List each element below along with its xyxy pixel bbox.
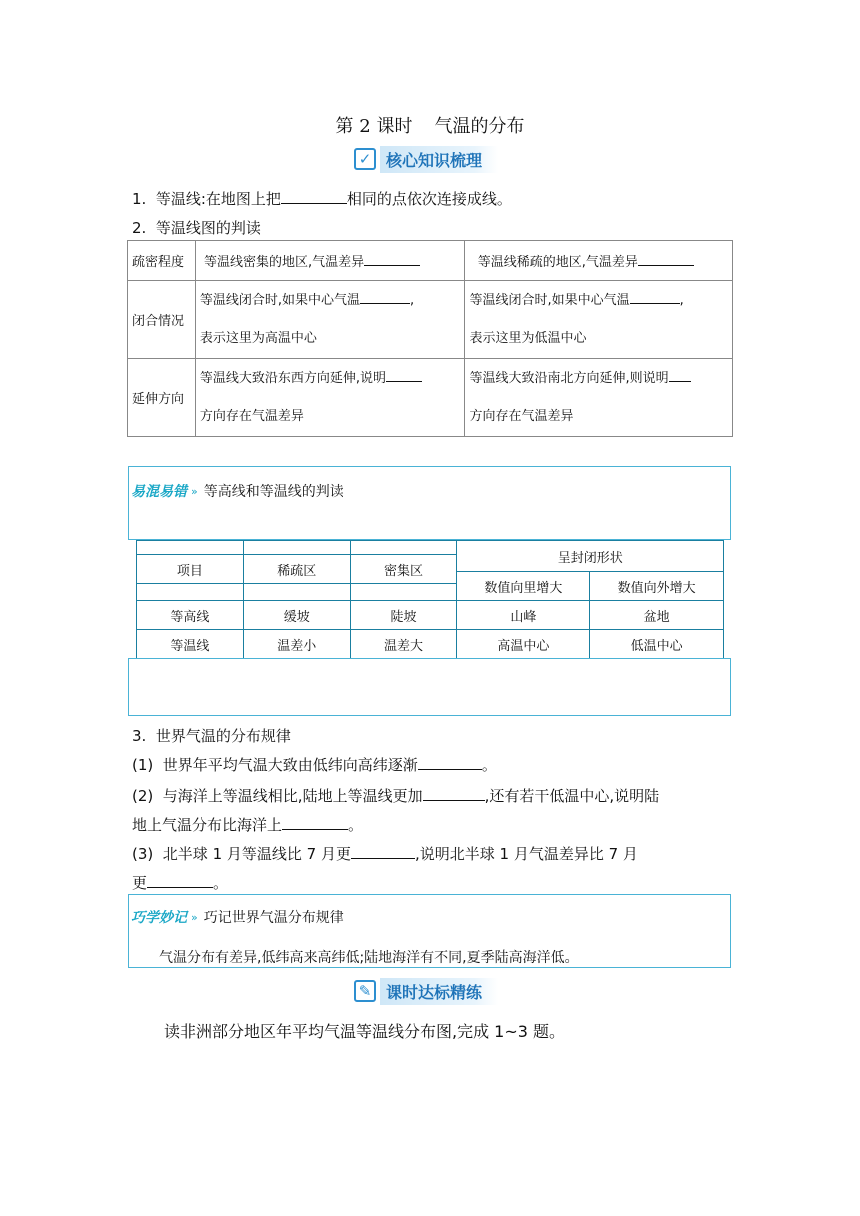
table-cell	[137, 541, 244, 555]
blank[interactable]	[360, 289, 410, 304]
contour-comparison-table	[136, 540, 724, 659]
q1-number: 1.	[132, 190, 147, 208]
isotherm-table	[127, 240, 733, 437]
row-label: 闭合情况	[128, 281, 196, 359]
blank[interactable]	[147, 873, 213, 888]
checkbox-icon: ✓	[354, 148, 376, 170]
question-3-1: (1) 世界年平均气温大致由低纬向高纬逐渐 。	[132, 756, 497, 774]
lesson-number: 第 2 课时	[335, 116, 413, 137]
table-row	[137, 630, 724, 659]
table-cell	[243, 584, 350, 601]
blank[interactable]	[351, 844, 415, 859]
table-cell: 陡坡	[350, 601, 457, 630]
section-banner-practice	[354, 978, 498, 1004]
table-row	[128, 281, 733, 359]
q2-number: 2.	[132, 219, 147, 237]
header-closed-shape: 呈封闭形状	[457, 541, 724, 572]
question-2	[132, 217, 261, 239]
row-label: 疏密程度	[128, 241, 196, 281]
table-cell: 温差大	[350, 630, 457, 659]
question-3	[132, 725, 291, 747]
banner-label: 核心知识梳理	[380, 146, 498, 173]
blank[interactable]	[638, 251, 694, 266]
blank[interactable]	[630, 289, 680, 304]
q3-text: 世界气温的分布规律	[155, 727, 291, 745]
table-cell: 高温中心	[457, 630, 590, 659]
header-item: 项目	[137, 555, 244, 584]
question-3-3-cont: 更 。	[132, 874, 229, 892]
question-1	[132, 188, 512, 210]
q1-text-after: 相同的点依次连接成线。	[346, 190, 512, 208]
chevron-icon: »	[191, 910, 198, 924]
page-title	[0, 112, 860, 138]
table-cell	[350, 541, 457, 555]
lesson-topic: 气温的分布	[434, 116, 525, 137]
table-row	[137, 601, 724, 630]
table-cell: 等温线闭合时,如果中心气温 , 表示这里为低温中心	[465, 281, 733, 359]
header-increase-outward: 数值向外增大	[590, 572, 724, 601]
tip-box-memory	[128, 894, 731, 968]
row-name: 等温线	[137, 630, 244, 659]
row-label: 延伸方向	[128, 359, 196, 437]
exercise-prompt: 读非洲部分地区年平均气温等温线分布图,完成 1~3 题。	[164, 1022, 566, 1041]
q1-blank[interactable]	[281, 189, 347, 204]
tip-title: 巧记世界气温分布规律	[203, 910, 344, 926]
table-cell	[137, 584, 244, 601]
table-cell: 温差小	[243, 630, 350, 659]
row-name: 等高线	[137, 601, 244, 630]
q3-number: 3.	[132, 727, 147, 745]
tip-tag: 易混易错	[131, 484, 187, 500]
banner-label: 课时达标精练	[380, 978, 498, 1005]
question-3-2-cont: 地上气温分布比海洋上 。	[132, 816, 364, 834]
table-row	[128, 241, 733, 281]
table-cell: 等温线密集的地区,气温差异	[195, 241, 465, 281]
question-3-3: (3) 北半球 1 月等温线比 7 月更 ,说明北半球 1 月气温差异比 7 月	[132, 845, 638, 863]
question-3-2: (2) 与海洋上等温线相比,陆地上等温线更加 ,还有若干低温中心,说明陆	[132, 787, 660, 805]
header-increase-inward: 数值向里增大	[457, 572, 590, 601]
table-cell: 缓坡	[243, 601, 350, 630]
blank[interactable]	[418, 755, 482, 770]
table-cell	[243, 541, 350, 555]
pencil-icon: ✎	[354, 980, 376, 1002]
table-cell: 山峰	[457, 601, 590, 630]
table-cell: 低温中心	[590, 630, 724, 659]
blank[interactable]	[423, 786, 485, 801]
blank[interactable]	[364, 251, 420, 266]
table-cell: 等温线闭合时,如果中心气温 , 表示这里为高温中心	[195, 281, 465, 359]
header-sparse: 稀疏区	[243, 555, 350, 584]
table-cell: 等温线大致沿东西方向延伸,说明 方向存在气温差异	[195, 359, 465, 437]
table-row	[128, 359, 733, 437]
section-banner-core	[354, 146, 498, 172]
table-cell: 等温线稀疏的地区,气温差异	[465, 241, 733, 281]
blank[interactable]	[669, 367, 691, 382]
table-cell	[350, 584, 457, 601]
header-dense: 密集区	[350, 555, 457, 584]
table-cell: 等温线大致沿南北方向延伸,则说明 方向存在气温差异	[465, 359, 733, 437]
tip-box-mistakes-bottom	[128, 658, 731, 716]
q1-text-before: 等温线:在地图上把	[155, 190, 281, 208]
blank[interactable]	[386, 367, 422, 382]
chevron-icon: »	[191, 484, 198, 498]
blank[interactable]	[282, 815, 348, 830]
tip-box-mistakes	[128, 466, 731, 540]
tip-body: 气温分布有差异,低纬高来高纬低;陆地海洋有不同,夏季陆高海洋低。	[159, 950, 579, 966]
table-cell: 盆地	[590, 601, 724, 630]
tip-tag: 巧学妙记	[131, 910, 187, 926]
tip-title: 等高线和等温线的判读	[203, 484, 344, 500]
q2-text: 等温线图的判读	[155, 219, 261, 237]
